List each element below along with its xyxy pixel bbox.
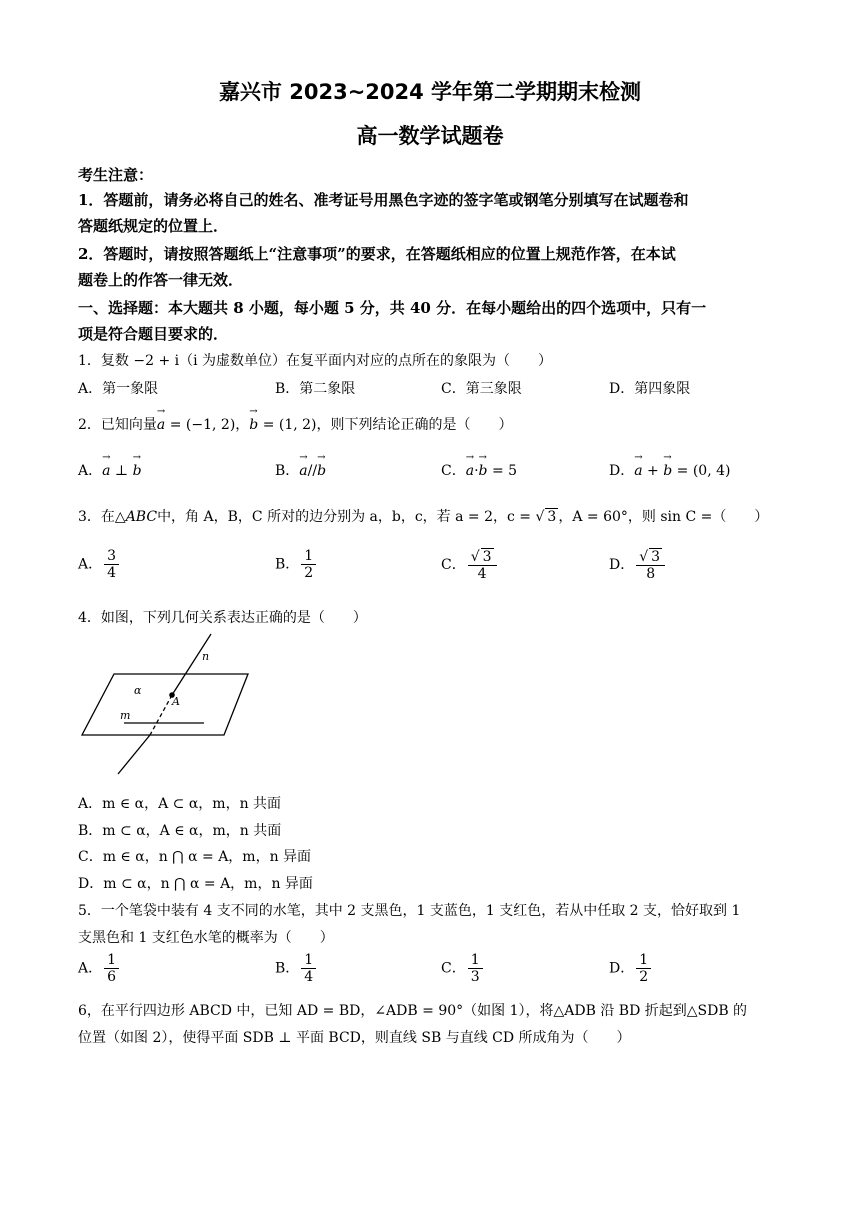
- notice-item2-line1: 2．答题时，请按照答题纸上“注意事项”的要求，在答题纸相应的位置上规范作答，在本试: [78, 245, 676, 263]
- q5-option-d: D． $\frac{1}{2}$: [609, 952, 653, 985]
- q2-option-b: B．→ a//→ b: [275, 460, 326, 480]
- section1-line1: 一、选择题：本大题共 8 小题，每小题 5 分，共 40 分．在每小题给出的四个选项中，只有一: [78, 299, 707, 317]
- q2-option-c: C．→ a·→ b = 5: [441, 460, 517, 480]
- q5-option-a: A． $\frac{1}{6}$: [78, 952, 121, 985]
- q6-line1: 6，在平行四边形 ABCD 中，已知 AD = BD，∠ADB = 90°（如图 1），将△ADB 沿 BD 折起到△SDB 的: [78, 1003, 748, 1019]
- q2-option-a: A．→ a ⊥ → b: [78, 460, 142, 480]
- q3-option-b: B． $\frac{1}{2}$: [275, 548, 318, 581]
- q3-option-a: A． $\frac{3}{4}$: [78, 548, 121, 581]
- notice-item1-line1: 1．答题前，请务必将自己的姓名、准考证号用黑色字迹的签字笔或钢笔分别填写在试题卷和: [78, 191, 689, 209]
- q4-figure: [76, 632, 256, 780]
- exam-title: 嘉兴市 2023~2024 学年第二学期期末检测: [218, 80, 642, 104]
- q4-option-d: D．m ⊂ α，n ⋂ α = A，m，n 异面: [78, 876, 313, 892]
- plane-alpha: [82, 674, 248, 735]
- notice-heading: 考生注意：: [78, 166, 154, 184]
- q4-stem: 4．如图，下列几何关系表达正确的是（ ）: [78, 610, 367, 626]
- q5-line2: 支黑色和 1 支红色水笔的概率为（ ）: [78, 930, 334, 946]
- notice-item1-line2: 答题纸规定的位置上．: [78, 217, 229, 235]
- q4-option-b: B．m ⊂ α，A ∈ α，m，n 共面: [78, 823, 282, 839]
- q1-option-d: D．第四象限: [609, 381, 691, 397]
- line-n-lower: [118, 735, 150, 774]
- q2-stem: 2．已知向量→ a = (−1, 2)，→ b = (1, 2)，则下列结论正确的是（ ）: [78, 414, 513, 434]
- line-n-upper: [172, 634, 211, 695]
- q5-option-b: B． $\frac{1}{4}$: [275, 952, 318, 985]
- q2-option-d: D．→ a + → b = (0, 4): [609, 460, 730, 480]
- q4-option-c: C．m ∈ α，n ⋂ α = A，m，n 异面: [78, 849, 312, 865]
- exam-subtitle: 高一数学试题卷: [356, 124, 504, 148]
- q1-stem: 1．复数 −2 + i（i 为虚数单位）在复平面内对应的点所在的象限为（ ）: [78, 353, 553, 369]
- label-n: n: [202, 650, 210, 663]
- q1-option-b: B．第二象限: [275, 381, 356, 397]
- q5-line1: 5．一个笔袋中装有 4 支不同的水笔，其中 2 支黑色，1 支蓝色，1 支红色，若从中任取 2 支，恰好取到 1: [78, 903, 741, 919]
- q5-option-c: C． $\frac{1}{3}$: [441, 952, 485, 985]
- q3-option-c: C． $\frac{√ 3}{4}$: [441, 548, 499, 582]
- q6-line2: 位置（如图 2），使得平面 SDB ⊥ 平面 BCD，则直线 SB 与直线 CD 所成角为（ ）: [78, 1030, 631, 1046]
- q3-option-d: D． $\frac{√ 3}{8}$: [609, 548, 667, 582]
- label-m: m: [120, 709, 131, 722]
- q3-stem: 3．在△ABC中，角 A，B，C 所对的边分别为 a，b，c，若 a = 2，c = √ 3 ，A = 60°，则 sin C =（ ）: [78, 509, 769, 525]
- q1-option-a: A．第一象限: [78, 381, 159, 397]
- notice-item2-line2: 题卷上的作答一律无效．: [78, 271, 244, 289]
- line-n-hidden: [150, 695, 172, 735]
- q1-option-c: C．第三象限: [441, 381, 522, 397]
- label-alpha: α: [134, 684, 142, 697]
- q4-option-a: A．m ∈ α，A ⊂ α，m，n 共面: [78, 796, 282, 812]
- section1-line2: 项是符合题目要求的．: [78, 325, 229, 343]
- label-a: A: [172, 695, 180, 708]
